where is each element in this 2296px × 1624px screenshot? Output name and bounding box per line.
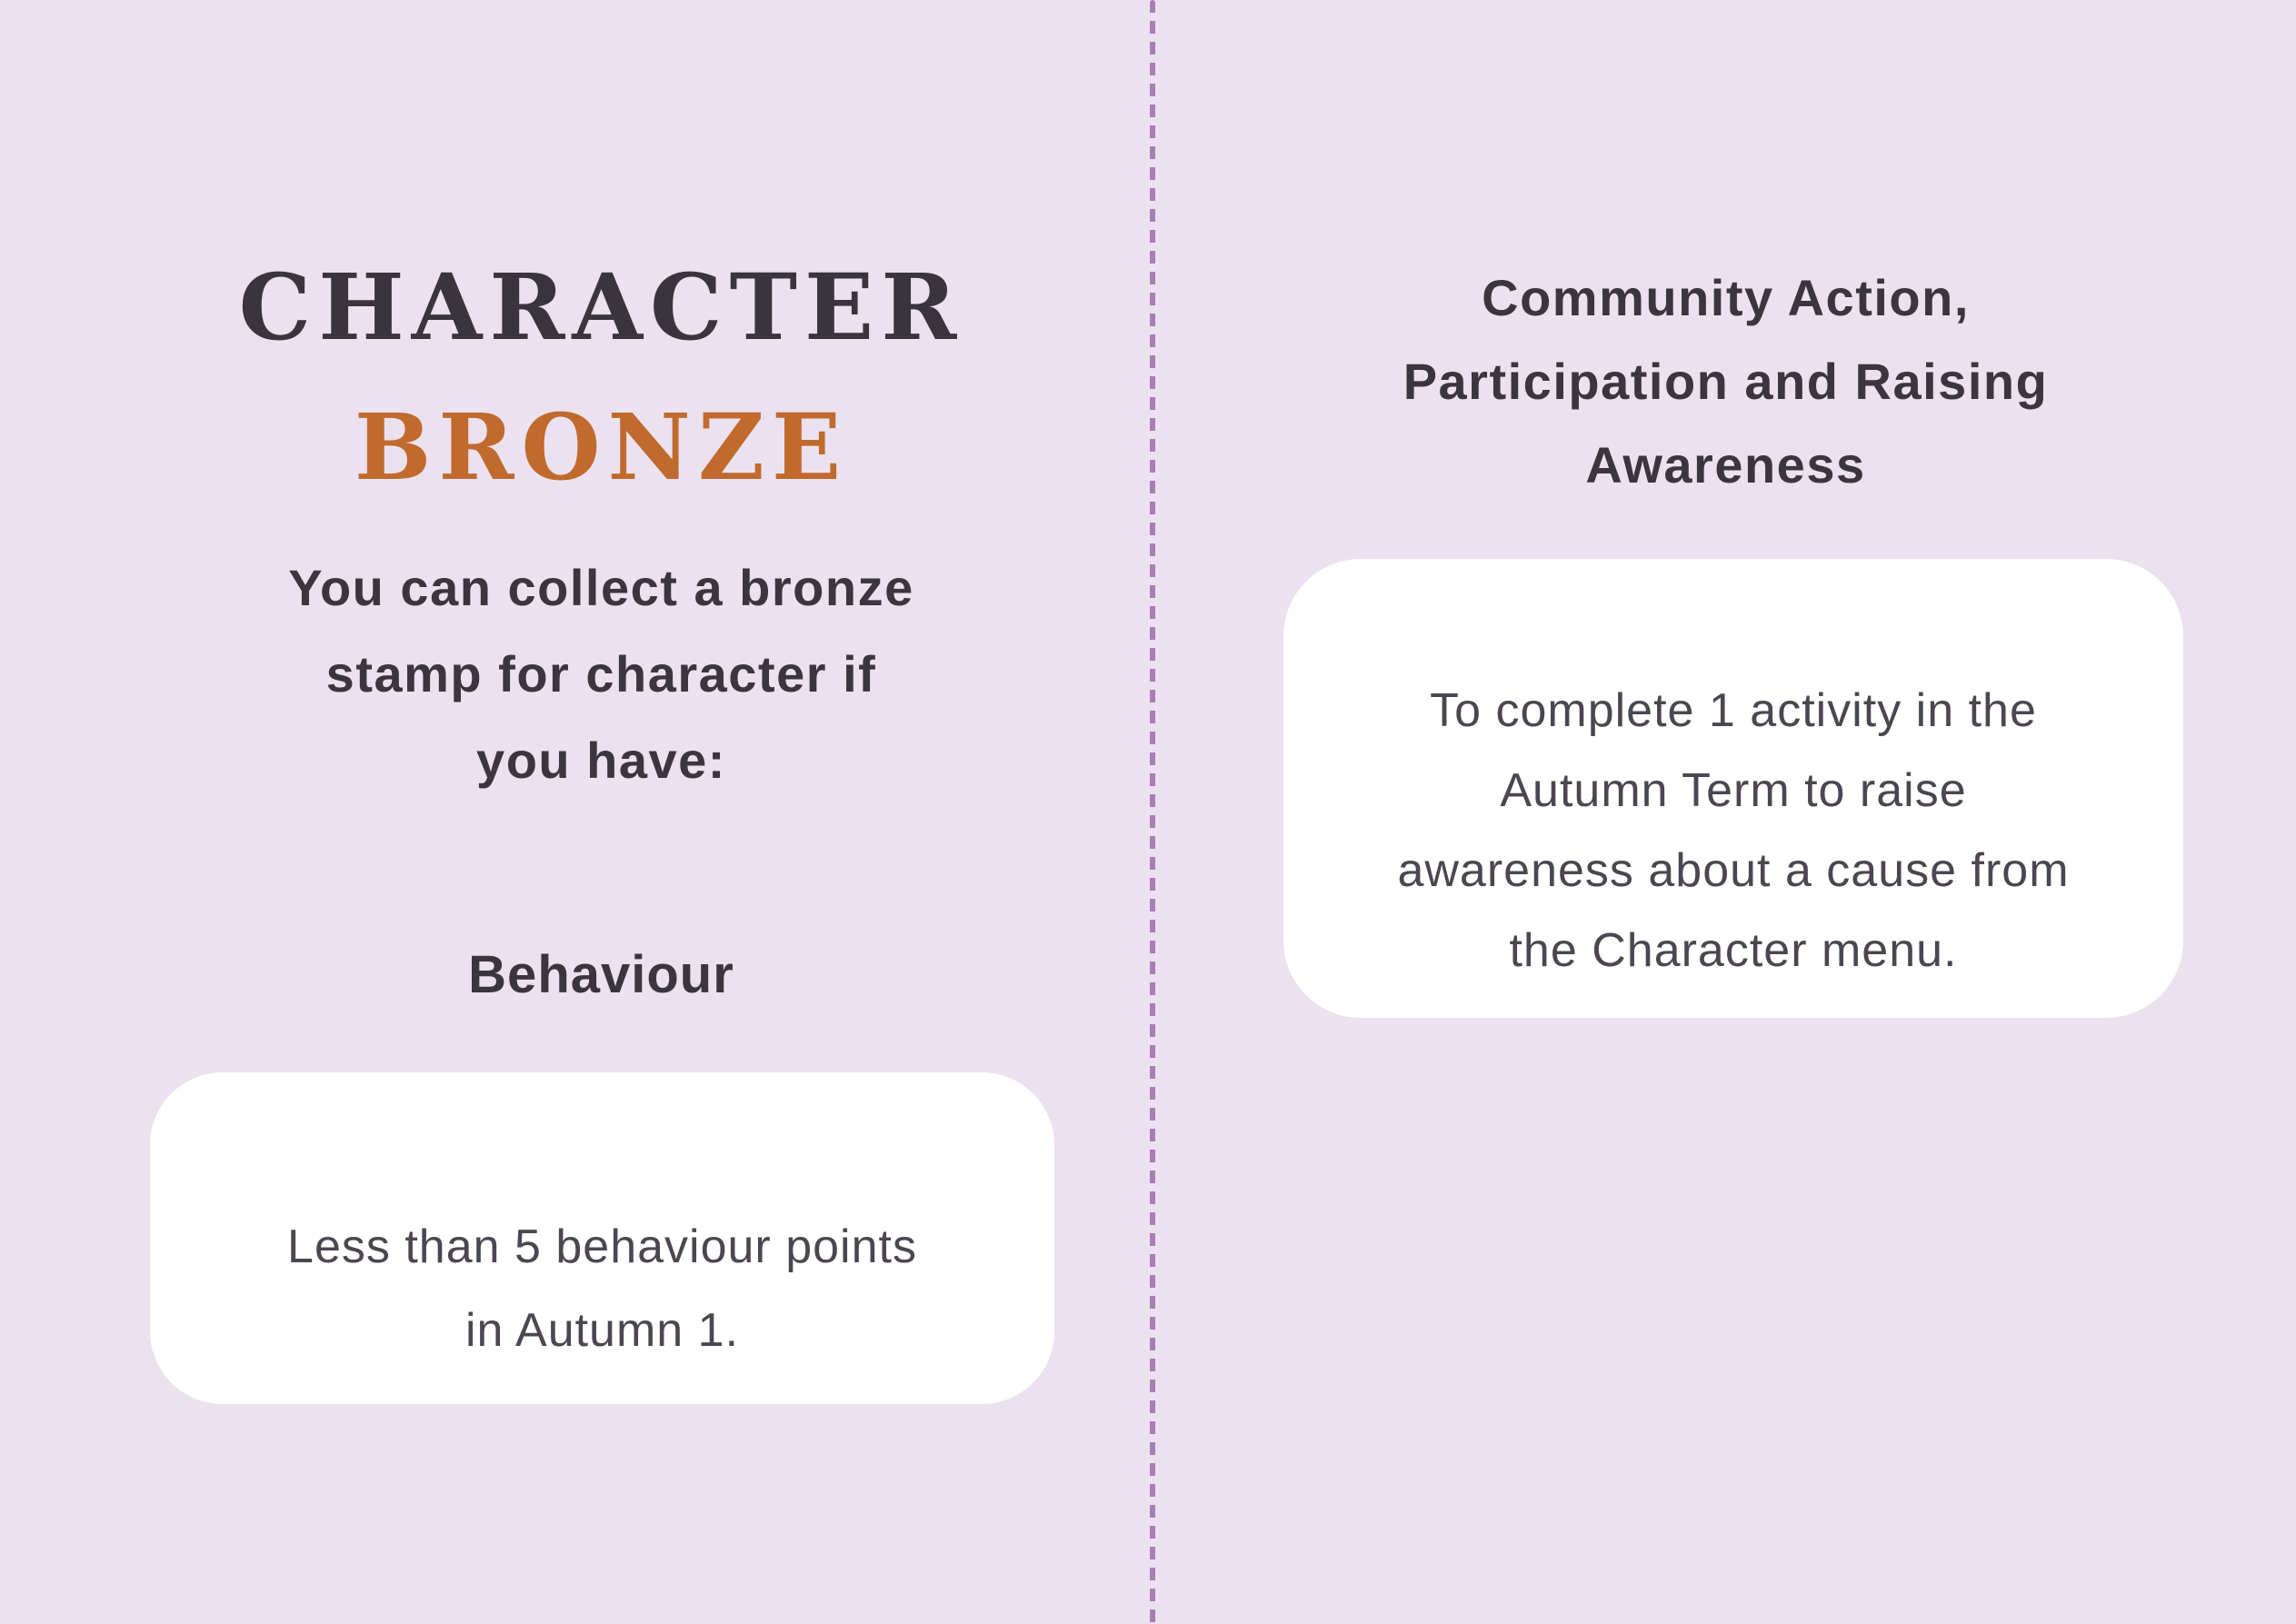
right-panel xyxy=(1155,0,2296,1624)
card-text-line: Less than 5 behaviour points xyxy=(287,1220,917,1273)
intro-text xyxy=(53,544,1150,803)
community-action-heading xyxy=(1155,256,2296,507)
page-title: CHARACTER xyxy=(238,254,964,361)
behaviour-card-text xyxy=(150,1205,1054,1372)
heading-line: Awareness xyxy=(1585,436,1866,493)
community-action-card xyxy=(1283,559,2183,1018)
intro-line: You can collect a bronze xyxy=(288,559,914,616)
card-text-line: To complete 1 activity in the xyxy=(1430,684,2037,737)
card-text-line: Autumn Term to raise xyxy=(1500,764,1967,817)
community-action-card-text xyxy=(1283,671,2183,991)
category-heading-behaviour: Behaviour xyxy=(468,945,734,1004)
intro-line: stamp for character if xyxy=(325,645,877,702)
card-text-line: awareness about a cause from xyxy=(1397,844,2070,897)
heading-line: Participation and Raising xyxy=(1403,353,2049,410)
behaviour-card xyxy=(150,1072,1054,1404)
card-text-line: in Autumn 1. xyxy=(464,1304,740,1357)
heading-line: Community Action, xyxy=(1482,269,1970,326)
card-text-line: the Character menu. xyxy=(1509,924,1958,977)
award-level-title: BRONZE xyxy=(354,394,849,501)
intro-line: you have: xyxy=(476,732,726,789)
